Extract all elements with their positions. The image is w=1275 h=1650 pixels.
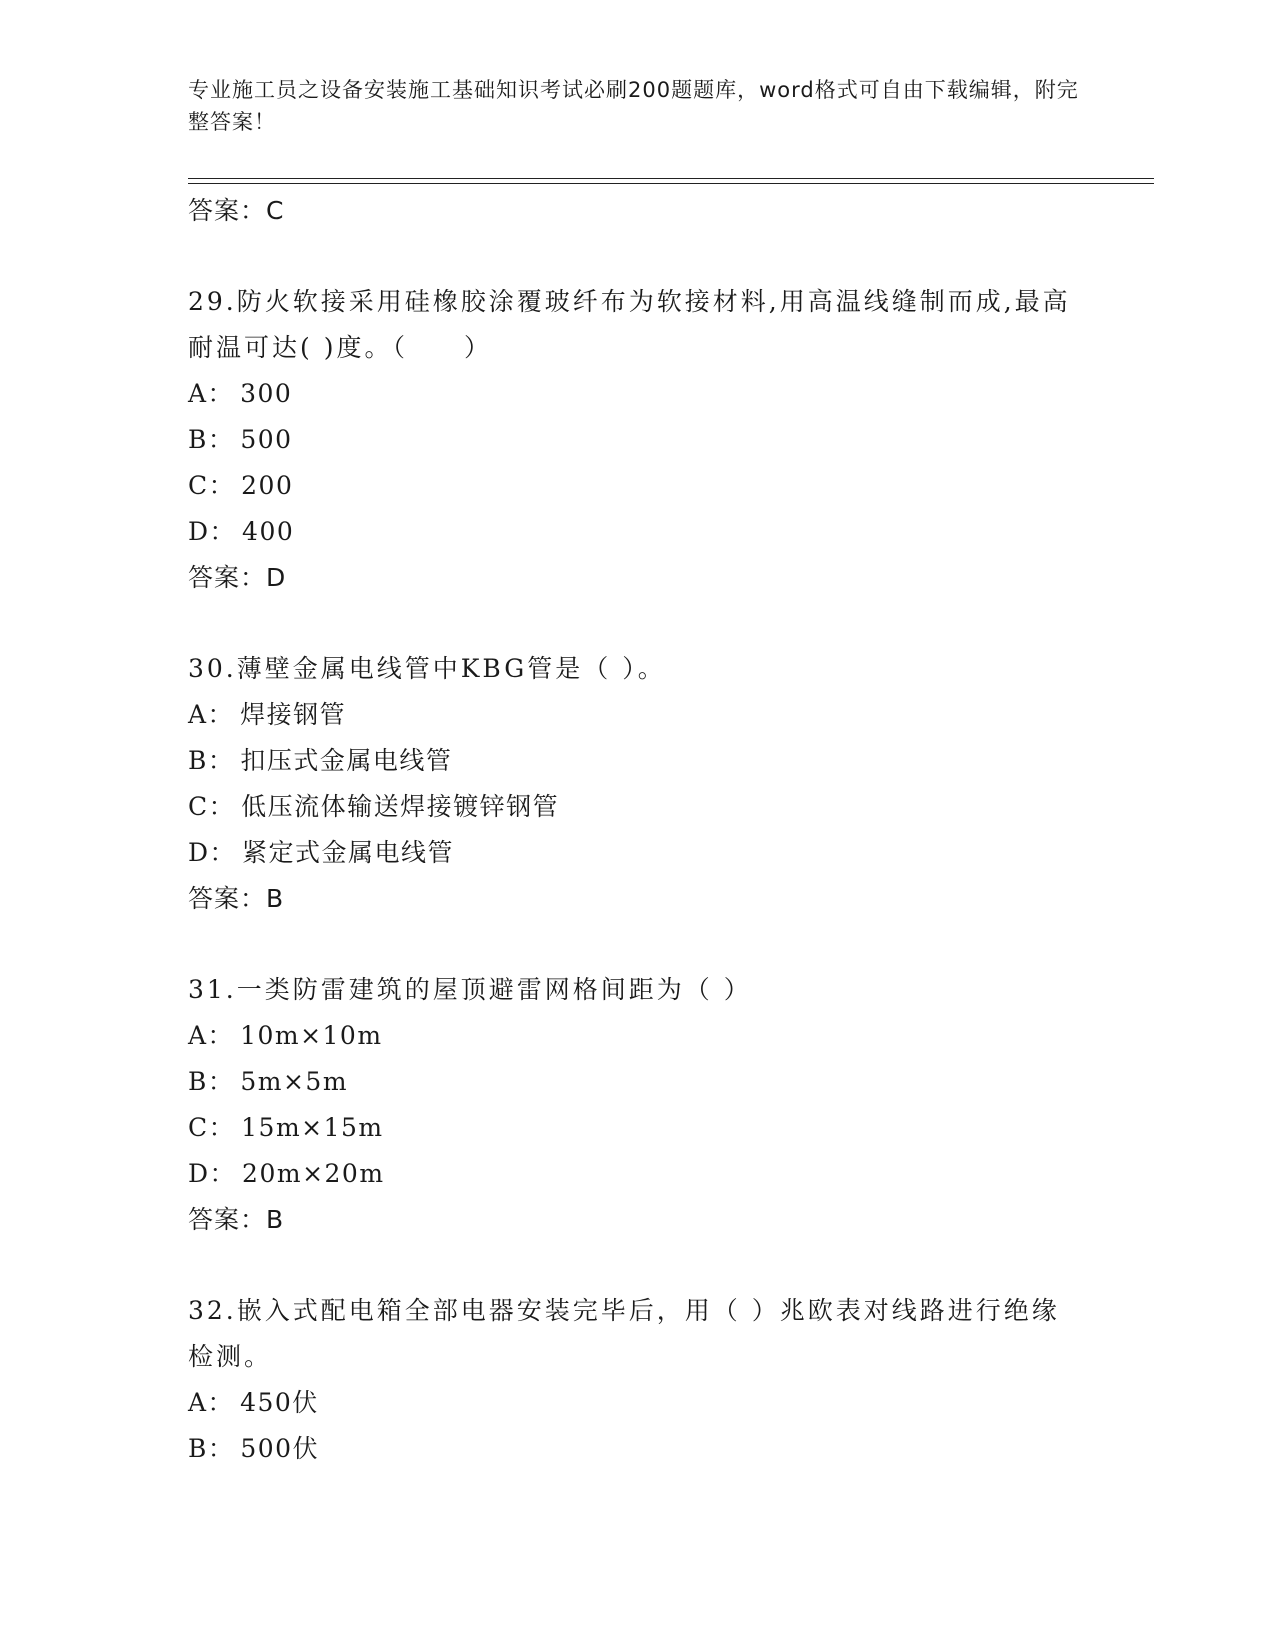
question-text: 31.一类防雷建筑的屋顶避雷网格间距为（ ） — [188, 975, 752, 1004]
document-body — [188, 188, 1088, 1472]
option-label: A： — [188, 700, 235, 729]
question-block — [188, 646, 1088, 922]
option-text: 450伏 — [240, 1388, 319, 1417]
header-divider-top — [188, 178, 1154, 179]
option-d — [188, 1151, 1088, 1197]
option-text: 15m×15m — [241, 1113, 384, 1142]
question-text: 29.防火软接采用硅橡胶涂覆玻纤布为软接材料,用高温线缝制而成,最高耐温可达( )度。（ ） — [188, 287, 1071, 362]
option-a — [188, 1013, 1088, 1059]
answer-line: 答案：B — [188, 884, 285, 913]
option-label: D： — [188, 517, 237, 546]
option-label: D： — [188, 838, 237, 867]
option-b — [188, 1426, 1088, 1472]
option-a — [188, 371, 1088, 417]
option-text: 300 — [240, 379, 293, 408]
option-label: B： — [188, 1434, 235, 1463]
option-b — [188, 738, 1088, 784]
question-text: 30.薄壁金属电线管中KBG管是（ ）。 — [188, 654, 666, 683]
page-header: 专业施工员之设备安装施工基础知识考试必刷200题题库，word格式可自由下载编辑，附完整答案！ — [188, 78, 1079, 134]
option-text: 扣压式金属电线管 — [240, 746, 453, 775]
answer-line: 答案：D — [188, 563, 287, 592]
option-text: 500伏 — [240, 1434, 320, 1463]
option-text: 500 — [240, 425, 293, 454]
answer-line: 答案：C — [188, 196, 285, 225]
question-block — [188, 967, 1088, 1243]
option-d — [188, 830, 1088, 876]
option-label: C： — [188, 792, 236, 821]
option-a — [188, 692, 1088, 738]
option-label: D： — [188, 1159, 237, 1188]
option-c — [188, 784, 1088, 830]
option-c — [188, 1105, 1088, 1151]
option-label: C： — [188, 1113, 236, 1142]
option-label: B： — [188, 425, 235, 454]
option-text: 10m×10m — [240, 1021, 383, 1050]
option-text: 5m×5m — [240, 1067, 349, 1096]
question-block — [188, 279, 1088, 601]
header-divider-bottom — [188, 183, 1154, 184]
option-label: C： — [188, 471, 236, 500]
option-text: 20m×20m — [242, 1159, 385, 1188]
option-label: B： — [188, 746, 235, 775]
option-text: 400 — [242, 517, 295, 546]
option-b — [188, 417, 1088, 463]
answer-line: 答案：B — [188, 1205, 285, 1234]
question-block — [188, 1288, 1088, 1472]
option-text: 200 — [241, 471, 294, 500]
option-c — [188, 463, 1088, 509]
option-text: 低压流体输送焊接镀锌钢管 — [241, 792, 560, 821]
option-label: A： — [188, 379, 235, 408]
option-label: A： — [188, 1388, 235, 1417]
question-text: 32.嵌入式配电箱全部电器安装完毕后，用（ ）兆欧表对线路进行绝缘检测。 — [188, 1296, 1060, 1371]
option-d — [188, 509, 1088, 555]
option-label: A： — [188, 1021, 235, 1050]
option-a — [188, 1380, 1088, 1426]
option-b — [188, 1059, 1088, 1105]
option-label: B： — [188, 1067, 235, 1096]
option-text: 焊接钢管 — [240, 700, 347, 729]
option-text: 紧定式金属电线管 — [242, 838, 455, 867]
